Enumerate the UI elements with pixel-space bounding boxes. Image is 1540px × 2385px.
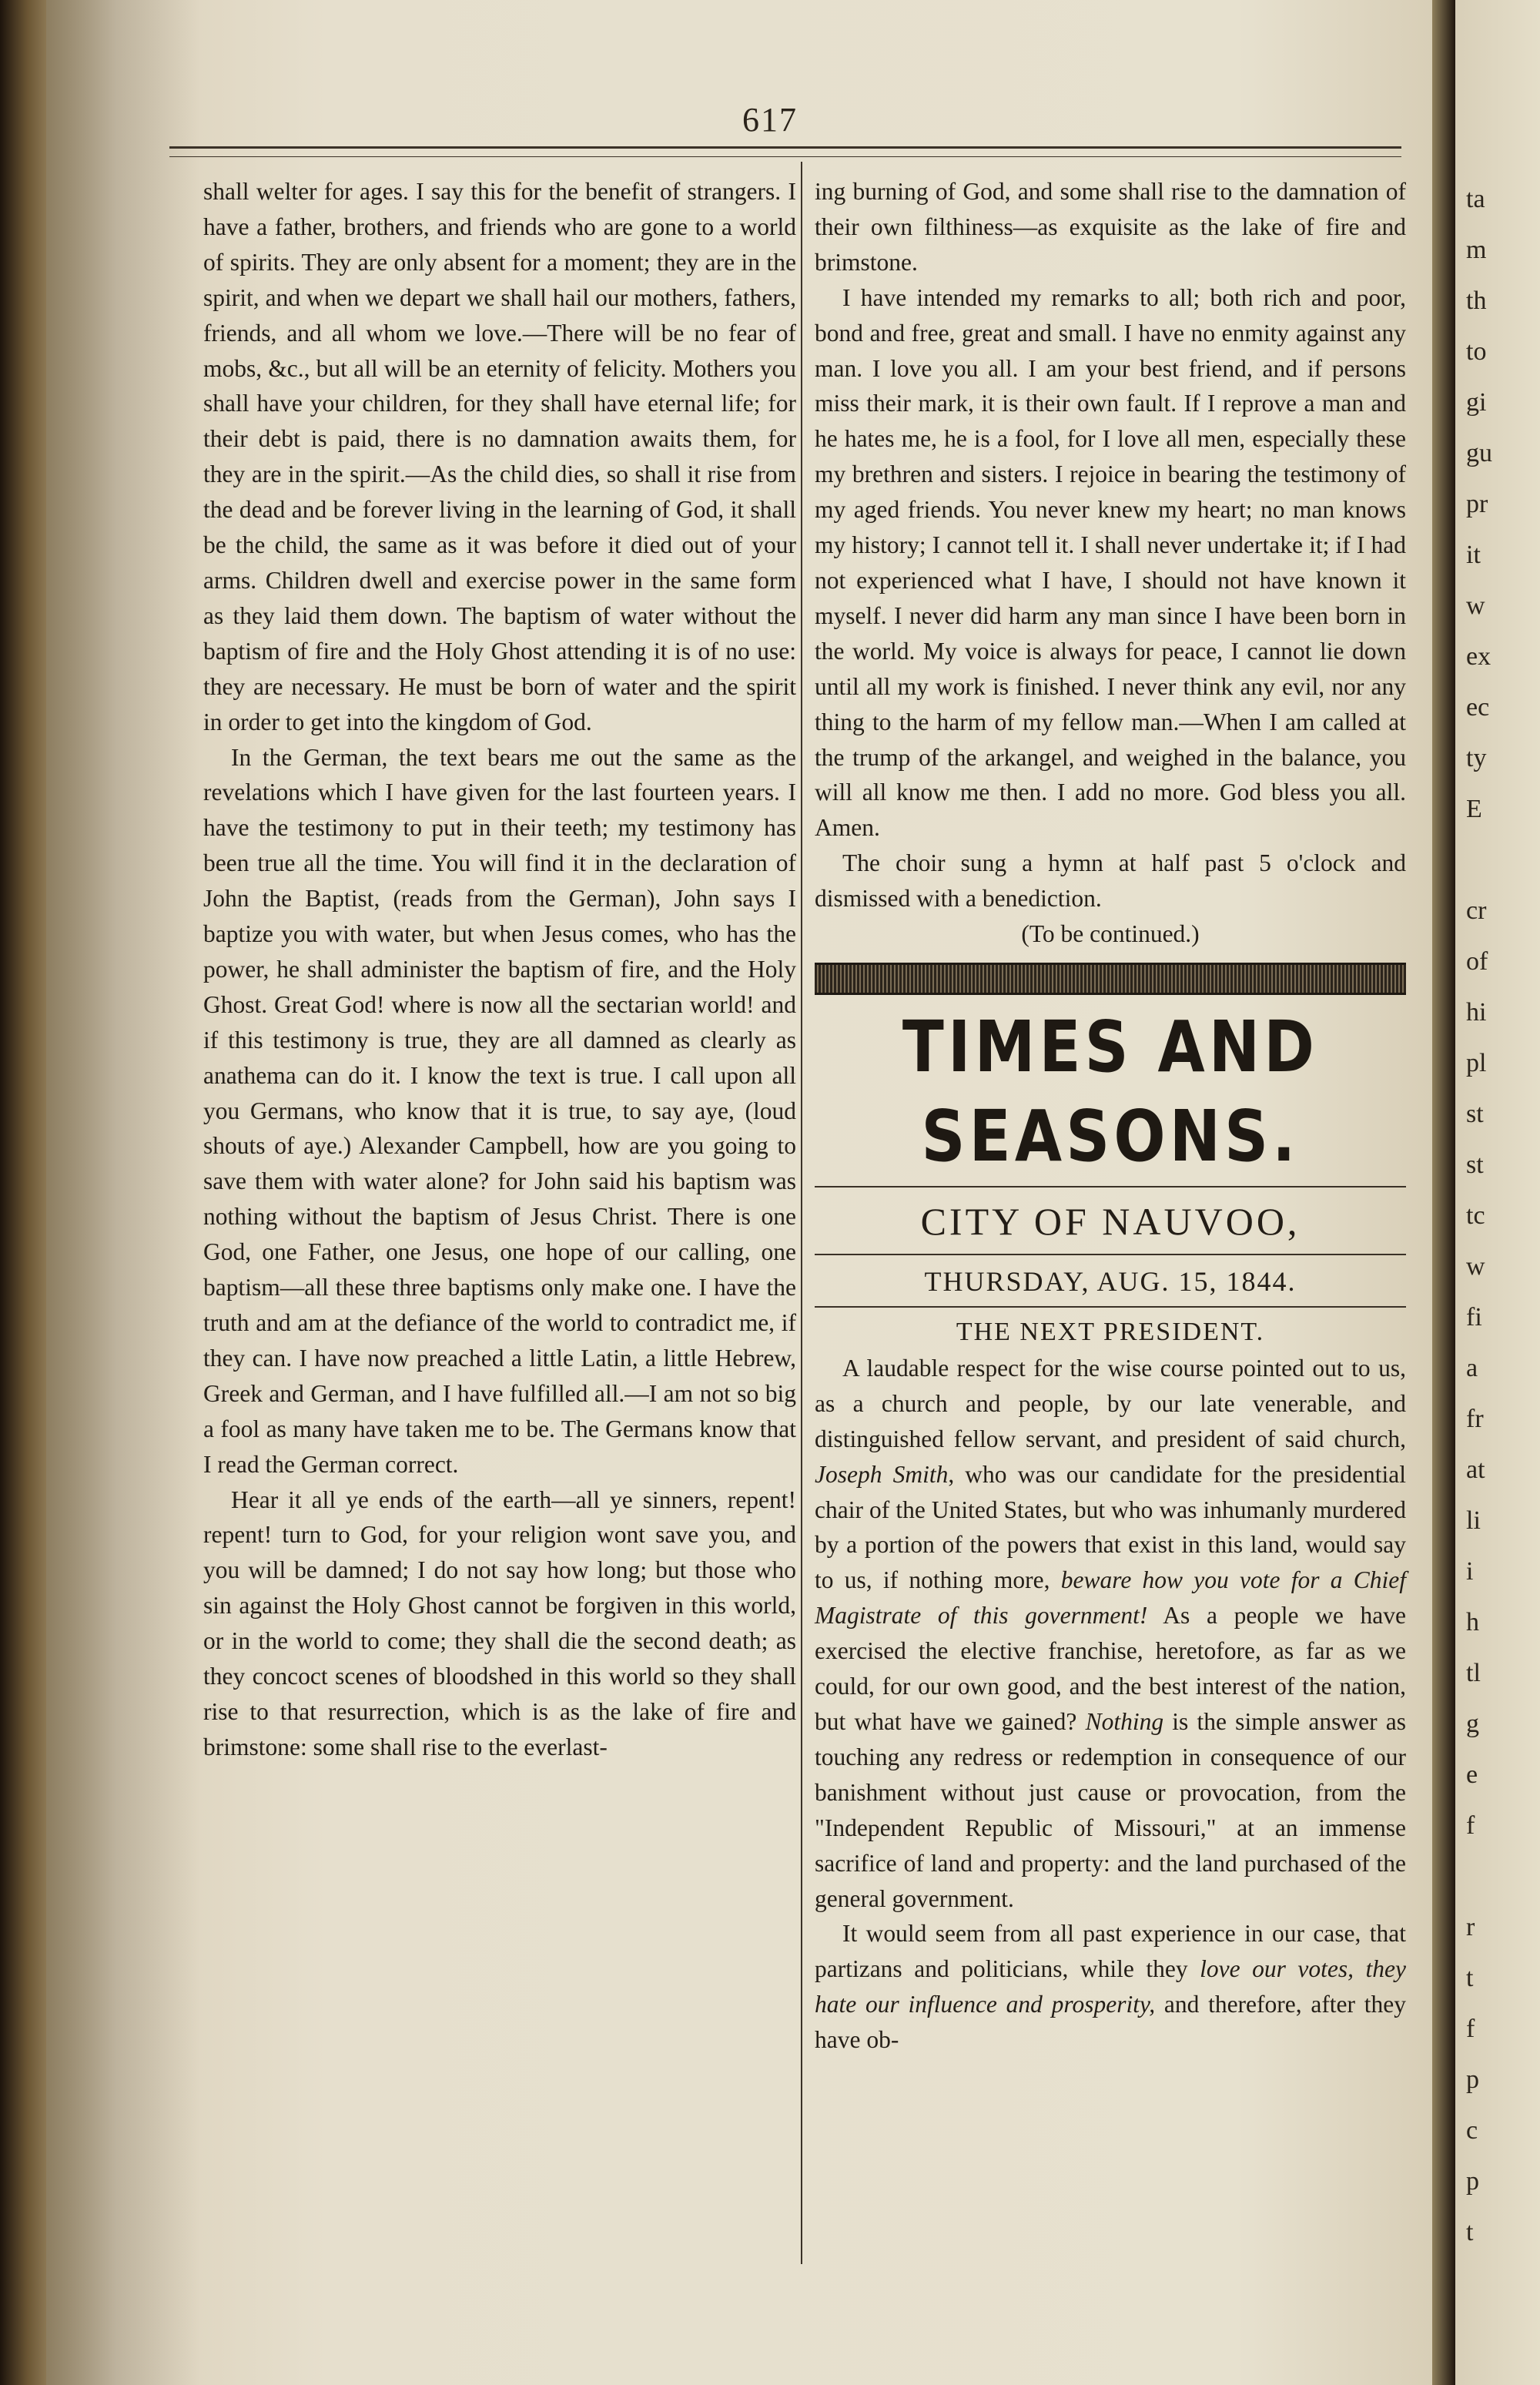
emphasis-nothing: Nothing xyxy=(1085,1708,1164,1735)
sermon-paragraph: Hear it all ye ends of the earth—all ye sinners, repent! repent! turn to God, for your religion wont save you, and you will be damned; I do not say how long; but those who sin against the Holy Ghost cannot be forgiven in this world, or in the world to come; they shall die the second death; as they concoct scenes of bloodshed in this world so they shall rise to that resurrection, which is as the lake of fire and brimstone: some shall rise to the everlast- xyxy=(203,1486,796,1760)
next-page-fragment: E xyxy=(1466,795,1482,823)
next-page-fragment: to xyxy=(1466,337,1487,366)
article-paragraph: It would seem from all past experience in our case, that partizans and politicians, while they love our votes, they hate our influence and prosperity, and therefore, after they have ob- xyxy=(815,1920,1407,2054)
book-gutter xyxy=(1432,0,1455,2385)
next-page-fragment: at xyxy=(1466,1455,1485,1484)
next-page-fragment: st xyxy=(1466,1151,1484,1179)
masthead-rule xyxy=(815,963,1406,995)
masthead-title: TIMES AND SEASONS. xyxy=(902,1005,1319,1177)
page-number: 617 xyxy=(742,101,798,139)
next-page-fragment: pr xyxy=(1466,490,1488,518)
next-page-fragment: th xyxy=(1466,286,1487,315)
sermon-paragraph: ing burning of God, and some shall rise to the damnation of their own filthiness—as exquisite as the lake of fire and brimstone. xyxy=(815,178,1406,276)
next-page-fragment: f xyxy=(1466,2015,1475,2043)
next-page-fragment: pl xyxy=(1466,1049,1487,1077)
next-page-fragment: e xyxy=(1466,1760,1478,1789)
next-page-fragment: st xyxy=(1466,1100,1484,1128)
next-page-fragment: fi xyxy=(1466,1303,1482,1332)
next-page-fragment: ta xyxy=(1466,185,1485,213)
next-page-fragment: w xyxy=(1466,591,1485,620)
next-page-fragment: gi xyxy=(1466,388,1487,417)
next-page-fragment: p xyxy=(1466,2065,1479,2094)
next-page-fragment: hi xyxy=(1466,998,1487,1027)
emphasis-name: Joseph Smith xyxy=(815,1460,949,1488)
next-page-fragment: c xyxy=(1466,2116,1478,2145)
to-be-continued: (To be continued.) xyxy=(1021,920,1200,948)
article-headline: THE NEXT PRESIDENT. xyxy=(956,1317,1265,1346)
next-page-fragment: tl xyxy=(1466,1659,1481,1687)
next-page-fragment: f xyxy=(1466,1811,1475,1840)
masthead-divider xyxy=(815,1186,1406,1187)
dateline-date: THURSDAY, AUG. 15, 1844. xyxy=(924,1265,1297,1297)
next-page-fragment: it xyxy=(1466,541,1481,569)
next-page-fragment: r xyxy=(1466,1913,1475,1941)
next-page-fragment: p xyxy=(1466,2167,1479,2196)
next-page-fragment: ec xyxy=(1466,693,1490,722)
next-page-fragment: li xyxy=(1466,1506,1481,1535)
sermon-paragraph: The choir sung a hymn at half past 5 o'clock and dismissed with a benediction. xyxy=(815,849,1406,913)
left-column xyxy=(203,174,796,1765)
next-page-fragment: ex xyxy=(1466,642,1491,671)
article-paragraph: A laudable respect for the wise course pointed out to us, as a church and people, by our late venerable, and distinguished fellow servant, and president of said church, Joseph Smith, who was our candidate for the presidential chair of the United States, but who was inhumanly murdered by a portion of the powers that exist in this land, would say to us, if nothing more, beware how you vote for a Chief Magistrate of this government! As a people we have exercised the elective franchise, heretofore, as far as we could, for our own good, and the best interest of the nation, but what have we gained? Nothing is the simple answer as touching any redress or redemption in consequence of our banishment without just cause or provocation, from the "Independent Republic of Missouri," at an immense sacrifice of land and property: and the land purchased of the general government. xyxy=(815,1354,1407,1912)
next-page-fragment: cr xyxy=(1466,896,1487,925)
emphasis-love: love our votes, they hate our influence and prosperity, xyxy=(815,1955,1406,2018)
header-rule xyxy=(169,146,1401,157)
next-page-fragment: ty xyxy=(1466,744,1487,772)
next-page-fragment: fr xyxy=(1466,1405,1484,1433)
next-page-fragment: i xyxy=(1466,1557,1474,1586)
next-page-fragment: t xyxy=(1466,1964,1474,1992)
sermon-paragraph: In the German, the text bears me out the same as the revelations which I have given for the last fourteen years. I have the testimony to put in their teeth; my testimony has been true all the time. You will find it in the declaration of John the Baptist, (reads from the German), John says I baptize you with water, but when Jesus comes, who has the power, he shall administer the baptism of fire, and the Holy Ghost. Great God! where is now all the sectarian world! and if this testimony is true, they are all damned as clearly as anathema can do it. I know the text is true. I call upon all you Germans, who know that it is true, to say aye, (loud shouts of aye.) Alexander Campbell, how are you going to save them with water alone? for John said his baptism was nothing without the baptism of Jesus Christ. There is one God, one Father, one Jesus, one hope of our calling, one baptism—all these three baptisms only make one. I have the truth and am at the defiance of the world to contradict me, if they can. I have now preached a little Latin, a little Hebrew, Greek and German, and I have fulfilled all.—I am not so big a fool as many have taken me to be. The Germans know that I read the German correct. xyxy=(203,743,796,1478)
dateline-city: CITY OF NAUVOO, xyxy=(920,1199,1301,1243)
column-divider xyxy=(801,162,802,2264)
next-page-fragment: h xyxy=(1466,1608,1479,1636)
next-page-fragment: g xyxy=(1466,1710,1479,1738)
emphasis-warning: beware how you vote for a Chief Magistrate of this government! xyxy=(815,1566,1406,1630)
next-page-fragment: tc xyxy=(1466,1201,1485,1230)
next-page-fragment: t xyxy=(1466,2218,1474,2246)
headline-divider xyxy=(815,1306,1406,1308)
dateline-divider xyxy=(815,1254,1406,1255)
sermon-paragraph: I have intended my remarks to all; both rich and poor, bond and free, great and small. I have no enmity against any man. I love you all. I am your best friend, and if persons miss their mark, it is their own fault. If I reprove a man and he hates me, he is a fool, for I love all men, especially these my brethren and sisters. I rejoice in bearing the testimony of my aged friends. You never knew my heart; no man knows my history; I cannot tell it. I shall never undertake it; if I had not experienced what I have, I should not have known it myself. I never did harm any man since I have been born in the world. My voice is always for peace, I cannot lie down until all my work is finished. I never think any evil, nor any thing to the harm of my fellow man.—When I am called at the trump of the arkangel, and weighed in the balance, you will all know me then. I add no more. God bless you all. Amen. xyxy=(815,283,1406,842)
next-page-fragment: of xyxy=(1466,947,1488,976)
next-page-fragment: m xyxy=(1466,236,1487,264)
next-page-fragment: a xyxy=(1466,1354,1478,1382)
next-page-fragment: gu xyxy=(1466,439,1492,467)
sermon-paragraph: shall welter for ages. I say this for the benefit of strangers. I have a father, brothers, and friends who are gone to a world of spirits. They are only absent for a moment; they are in the spirit, and when we depart we shall hail our mothers, fathers, friends, and all whom we love.—There will be no fear of mobs, &c., but all will be an eternity of felicity. Mothers you shall have your children, for they shall have eternal life; for their debt is paid, there is no damnation awaits them, for they are in the spirit.—As the child dies, so shall it rise from the dead and be forever living in the learning of God, it shall be the child, the same as it was before it died out of your arms. Children dwell and exercise power in the same form as they laid them down. The baptism of water without the baptism of fire and the Holy Ghost attending it is of no use: they are necessary. He must be born of water and the spirit in order to get into the kingdom of God. xyxy=(203,178,796,735)
next-page-edge xyxy=(1455,0,1540,2385)
next-page-fragment: w xyxy=(1466,1252,1485,1281)
right-column xyxy=(815,174,1406,2058)
